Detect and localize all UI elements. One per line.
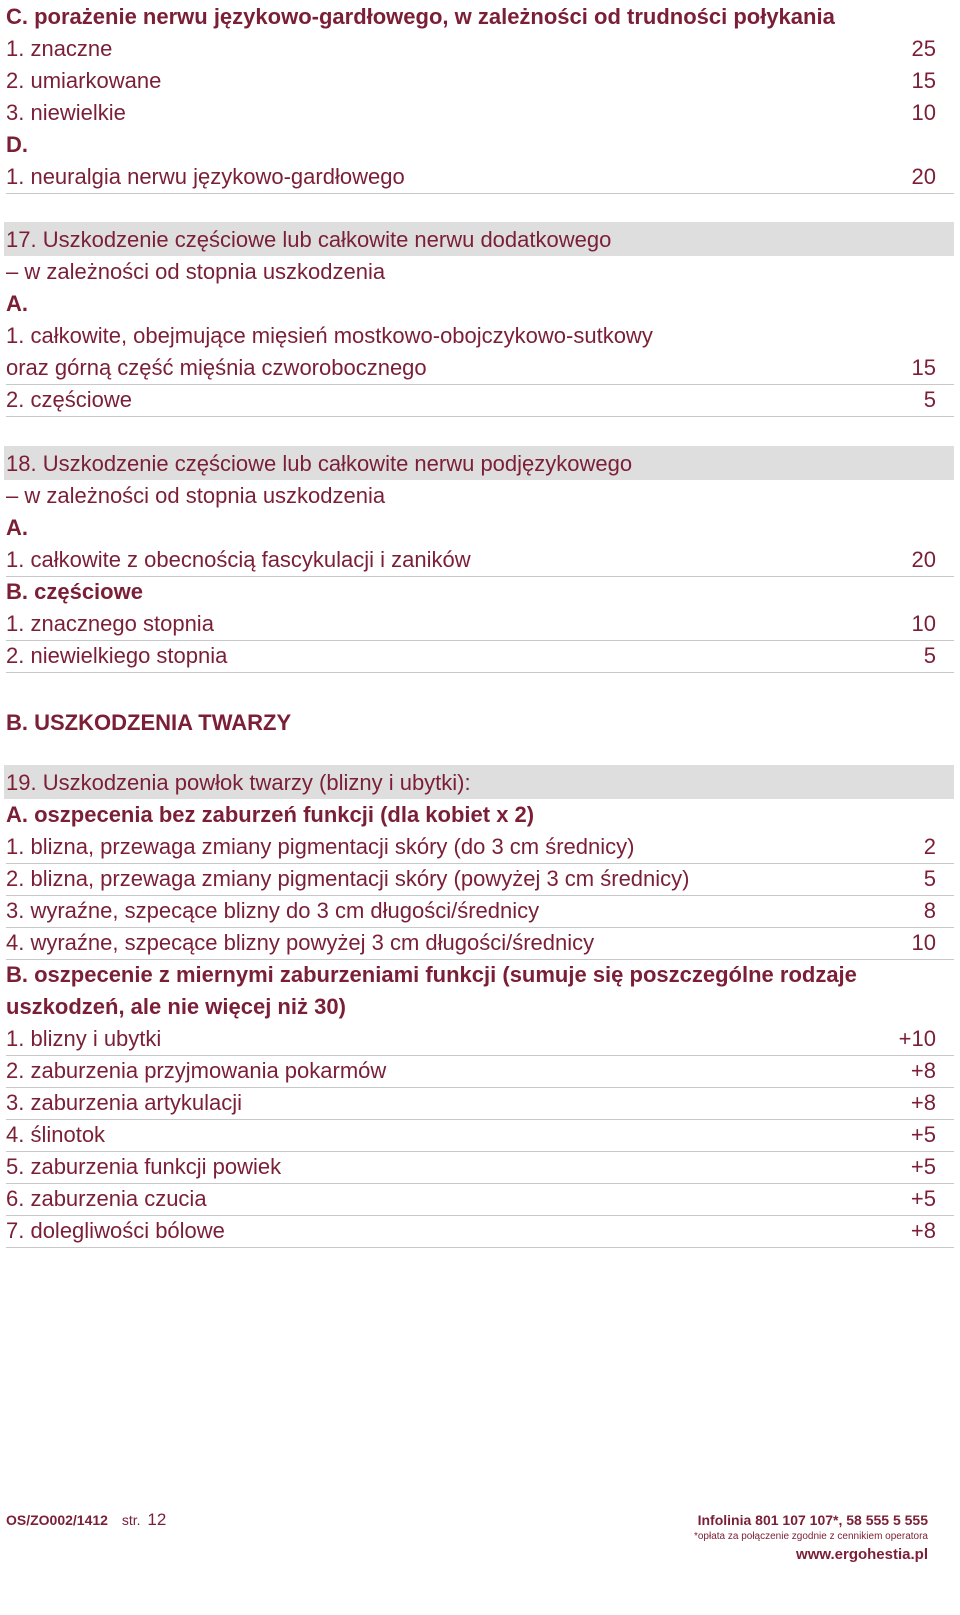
list-item <box>6 1118 954 1152</box>
list-item <box>6 1086 954 1120</box>
item17-subtitle-label: – w zależności od stopnia uszkodzenia <box>6 259 386 284</box>
item18-subtitle <box>6 479 954 512</box>
item-label: oraz górną część mięśnia czworobocznego <box>6 355 427 380</box>
item-value: 10 <box>911 930 936 955</box>
item-label: 4. wyraźne, szpecące blizny powyżej 3 cm długości/średnicy <box>6 930 595 955</box>
item18-sub-a <box>6 511 954 544</box>
item-label: 1. znaczne <box>6 36 113 61</box>
item-value: +5 <box>910 1122 936 1147</box>
item-label: 3. zaburzenia artykulacji <box>6 1090 243 1115</box>
item-label: 2. zaburzenia przyjmowania pokarmów <box>6 1058 387 1083</box>
section-d-heading <box>6 128 954 161</box>
item-value: +5 <box>910 1154 936 1179</box>
item-label: 2. częściowe <box>6 387 132 412</box>
item-label: 2. niewielkiego stopnia <box>6 643 228 668</box>
item17-sub-a <box>6 287 954 320</box>
item-value: +5 <box>910 1186 936 1211</box>
item-label: 1. całkowite, obejmujące mięsień mostkowo-obojczykowo-sutkowy <box>6 323 653 348</box>
item-label: 1. neuralgia nerwu językowo-gardłowego <box>6 164 405 189</box>
page-prefix: str. <box>121 1512 141 1528</box>
item-value: 5 <box>923 387 936 412</box>
footer-doc-code <box>6 1508 166 1532</box>
item17-title <box>6 223 954 256</box>
section-d-heading-label: D. <box>6 132 28 157</box>
item-label: 1. znacznego stopnia <box>6 611 214 636</box>
footer-infoline: Infolinia 801 107 107*, 58 555 5 555 <box>697 1512 928 1528</box>
list-item <box>6 1150 954 1184</box>
sub-heading-label: A. oszpecenia bez zaburzeń funkcji (dla kobiet x 2) <box>6 802 535 827</box>
item-value: +8 <box>910 1058 936 1083</box>
list-item <box>6 1022 954 1056</box>
item19-sub-b-continuation <box>6 990 954 1023</box>
doc-code: OS/ZO002/1412 <box>6 1512 108 1528</box>
list-item <box>6 1054 954 1088</box>
item-value: +10 <box>898 1026 936 1051</box>
list-item <box>6 830 954 864</box>
item-value: 15 <box>911 355 936 380</box>
item-value: +8 <box>910 1218 936 1243</box>
item-label: 2. umiarkowane <box>6 68 162 93</box>
sub-heading-label: B. oszpecenie z miernymi zaburzeniami funkcji (sumuje się poszczególne rodzaje <box>6 962 857 987</box>
page-number: 12 <box>147 1510 167 1529</box>
item-label: 6. zaburzenia czucia <box>6 1186 207 1211</box>
item-label: 1. blizny i ubytki <box>6 1026 162 1051</box>
list-item <box>6 862 954 896</box>
section-c-heading <box>6 0 954 33</box>
list-item <box>6 1214 954 1248</box>
item18-subtitle-label: – w zależności od stopnia uszkodzenia <box>6 483 386 508</box>
item19-sub-a <box>6 798 954 831</box>
item-value: 25 <box>911 36 936 61</box>
item-value: +8 <box>910 1090 936 1115</box>
item-value: 10 <box>911 611 936 636</box>
item17-title-label: 17. Uszkodzenie częściowe lub całkowite nerwu dodatkowego <box>6 227 612 252</box>
list-item <box>6 1182 954 1216</box>
item-value: 10 <box>911 100 936 125</box>
list-item <box>6 383 954 417</box>
section-c-heading-label: C. porażenie nerwu językowo-gardłowego, w zależności od trudności połykania <box>6 4 835 29</box>
footer-note: *opłata za połączenie zgodnie z cennikiem operatora <box>693 1531 928 1542</box>
list-item <box>6 894 954 928</box>
item19-title-label: 19. Uszkodzenia powłok twarzy (blizny i ubytki): <box>6 770 471 795</box>
list-item <box>6 639 954 673</box>
item19-sub-b <box>6 958 954 991</box>
item-label: 3. wyraźne, szpecące blizny do 3 cm długości/średnicy <box>6 898 540 923</box>
list-item <box>6 160 954 194</box>
item17-subtitle <box>6 255 954 288</box>
item-value: 5 <box>923 866 936 891</box>
list-item <box>6 926 954 960</box>
list-item <box>6 64 954 97</box>
list-item <box>6 319 954 352</box>
item19-title <box>6 766 954 799</box>
list-item-continuation <box>6 351 954 385</box>
item-label: 4. ślinotok <box>6 1122 106 1147</box>
item-value: 20 <box>911 547 936 572</box>
item-value: 5 <box>923 643 936 668</box>
item18-title <box>6 447 954 480</box>
item-value: 20 <box>911 164 936 189</box>
item-label: 7. dolegliwości bólowe <box>6 1218 225 1243</box>
item-label: 1. blizna, przewaga zmiany pigmentacji skóry (do 3 cm średnicy) <box>6 834 635 859</box>
section-b-title: B. USZKODZENIA TWARZY <box>6 710 292 735</box>
list-item <box>6 32 954 65</box>
sub-heading-label: A. <box>6 291 28 316</box>
item-label: 2. blizna, przewaga zmiany pigmentacji skóry (powyżej 3 cm średnicy) <box>6 866 690 891</box>
item18-title-label: 18. Uszkodzenie częściowe lub całkowite nerwu podjęzykowego <box>6 451 633 476</box>
list-item <box>6 96 954 129</box>
sub-heading-label: A. <box>6 515 28 540</box>
sub-heading-label: uszkodzeń, ale nie więcej niż 30) <box>6 994 346 1019</box>
item-label: 5. zaburzenia funkcji powiek <box>6 1154 282 1179</box>
list-item <box>6 543 954 577</box>
item-label: 1. całkowite z obecnością fascykulacji i zaników <box>6 547 471 572</box>
item18-sub-b <box>6 575 954 608</box>
item-value: 15 <box>911 68 936 93</box>
list-item <box>6 607 954 641</box>
item-label: 3. niewielkie <box>6 100 126 125</box>
item-value: 8 <box>923 898 936 923</box>
sub-heading-label: B. częściowe <box>6 579 143 604</box>
item-value: 2 <box>923 834 936 859</box>
footer-website[interactable]: www.ergohestia.pl <box>796 1546 928 1563</box>
